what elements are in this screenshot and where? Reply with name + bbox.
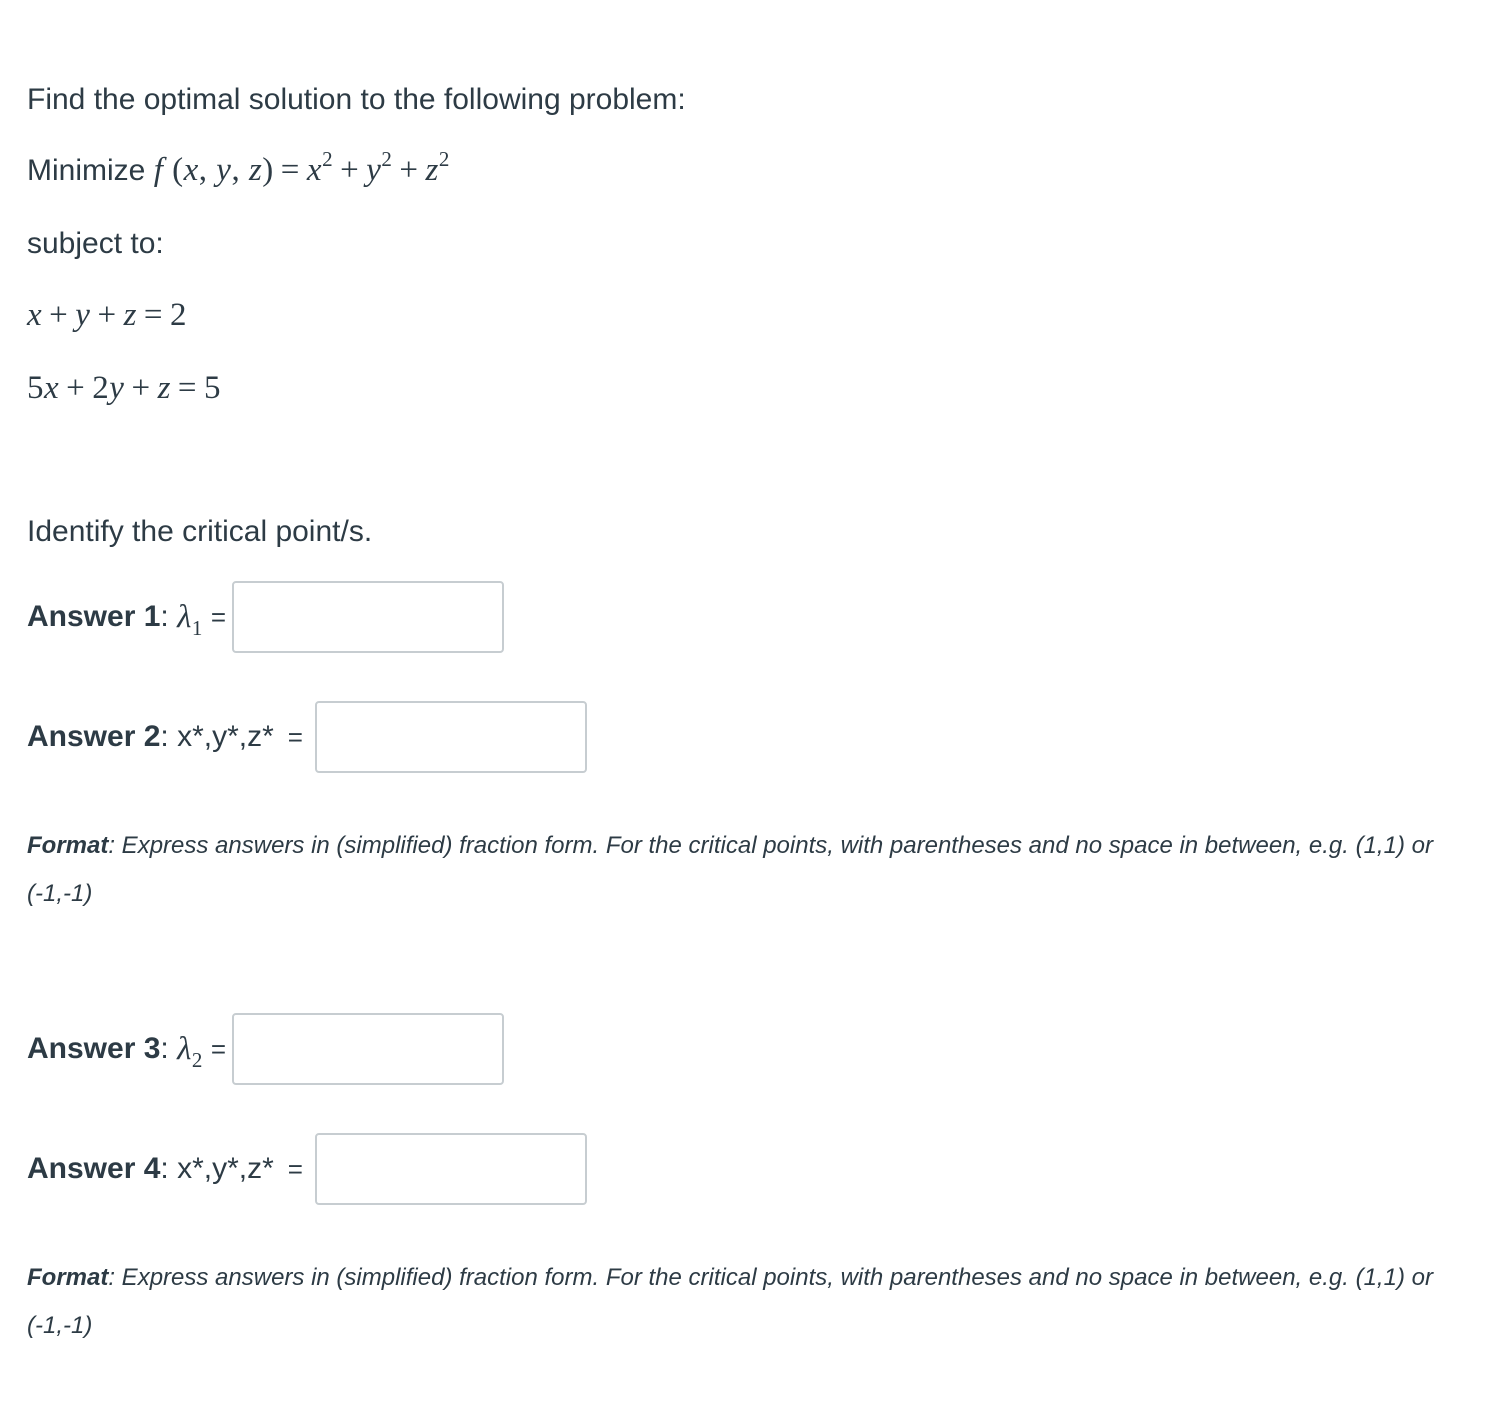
- answer-1-row: Answer 1 : $\lambda_1$ =: [27, 579, 504, 655]
- answer-3-row: Answer 3 : $\lambda_2$ =: [27, 1011, 504, 1087]
- problem-intro: Find the optimal solution to the following problem:: [27, 83, 686, 116]
- equals-sign: =: [210, 1033, 227, 1064]
- constraint-2: 5x + 2y + z = 5: [27, 370, 222, 406]
- objective-formula: f (x, y, $z) = x^2 + y^2 + z^2$: [153, 147, 450, 188]
- format-note-1: [27, 822, 1447, 918]
- answer-3-label: Answer 3: [27, 1032, 161, 1065]
- format-note-label: Format: [27, 1264, 109, 1291]
- equals-sign: =: [287, 721, 303, 752]
- format-note-2: [27, 1254, 1447, 1350]
- answer-1-label: Answer 1: [27, 600, 161, 633]
- objective-line: [27, 147, 450, 189]
- answer-4-row: Answer 4 : x*,y*,z* =: [27, 1131, 587, 1207]
- format-note-text: : Express answers in (simplified) fraction form. For the critical points, with parentheses and no space in between, e.g. (1,1) or (-1,-1): [27, 832, 1433, 907]
- format-note-text: : Express answers in (simplified) fraction form. For the critical points, with parentheses and no space in between, e.g. (1,1) or (-1,-1): [27, 1264, 1433, 1339]
- equals-sign: =: [210, 601, 227, 632]
- critical-point-symbol: x*,y*,z*: [177, 720, 274, 753]
- constraint-1: x + y + z = 2: [27, 297, 188, 333]
- lambda-1-symbol: $\lambda_1$: [177, 598, 203, 640]
- subject-to-label: subject to:: [27, 227, 164, 260]
- answer-1-input[interactable]: [232, 581, 504, 653]
- answer-2-label: Answer 2: [27, 720, 161, 753]
- lambda-2-symbol: $\lambda_2$: [177, 1030, 203, 1072]
- format-note-label: Format: [27, 832, 109, 859]
- answer-3-input[interactable]: [232, 1013, 504, 1085]
- answer-2-row: Answer 2 : x*,y*,z* =: [27, 699, 587, 775]
- objective-prefix: Minimize: [27, 154, 146, 187]
- answer-4-input[interactable]: [315, 1133, 587, 1205]
- identify-instruction: Identify the critical point/s.: [27, 515, 373, 548]
- critical-point-symbol: x*,y*,z*: [177, 1152, 274, 1185]
- objective-function-name: f: [153, 152, 164, 188]
- answer-4-label: Answer 4: [27, 1152, 161, 1185]
- equals-sign: =: [287, 1153, 303, 1184]
- answer-2-input[interactable]: [315, 701, 587, 773]
